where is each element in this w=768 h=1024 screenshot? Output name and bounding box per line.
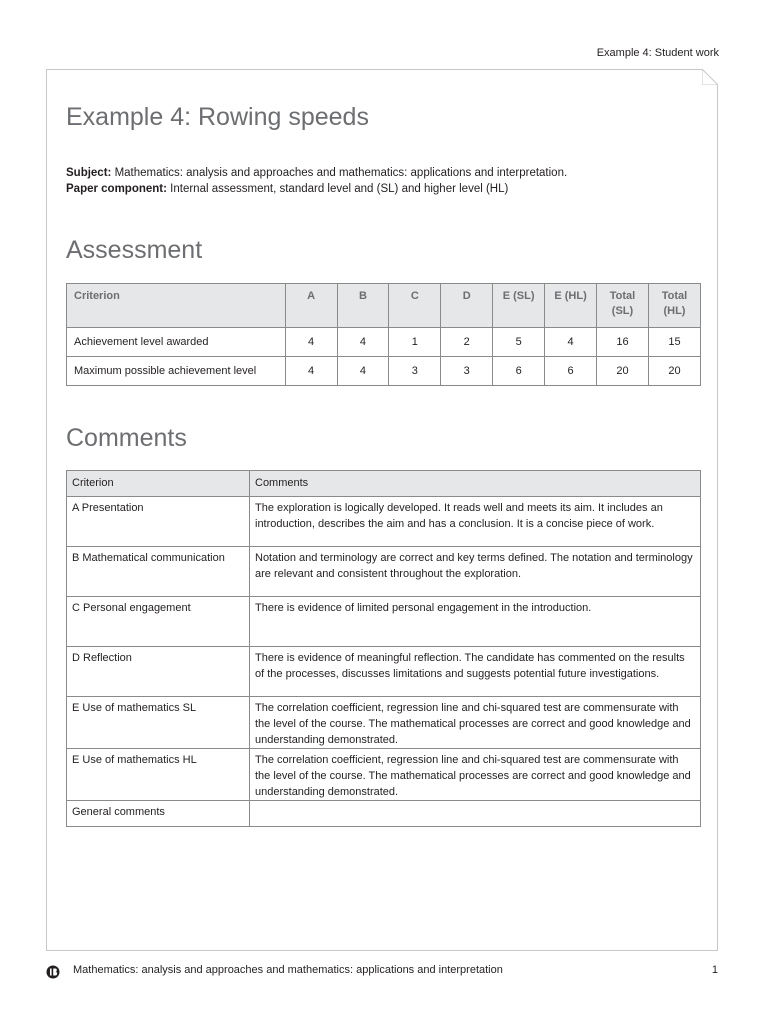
running-head: Example 4: Student work: [596, 47, 719, 59]
page-corner-fold-icon: [702, 69, 718, 85]
table-cell: 3: [389, 357, 441, 386]
table-cell: 6: [545, 357, 597, 386]
assessment-header-cell: A: [285, 284, 337, 328]
table-row: [67, 647, 701, 697]
assessment-table: [66, 283, 701, 386]
comments-header-cell: Comments: [250, 471, 701, 497]
assessment-header-row: [67, 284, 701, 328]
assessment-header-cell: D: [441, 284, 493, 328]
page-frame: [46, 69, 718, 951]
assessment-header-cell: B: [337, 284, 389, 328]
table-cell: 16: [597, 328, 649, 357]
table-cell: Achievement level awarded: [67, 328, 286, 357]
paper-component-value: Internal assessment, standard level and (SL) and higher level (HL): [170, 183, 509, 195]
assessment-header-cell: E (SL): [493, 284, 545, 328]
footer-text: Mathematics: analysis and approaches and mathematics: applications and interpretation: [73, 964, 503, 976]
document-meta: [66, 165, 567, 197]
criterion-cell: E Use of mathematics SL: [67, 697, 250, 749]
table-cell: 2: [441, 328, 493, 357]
assessment-header-cell: Criterion: [67, 284, 286, 328]
comment-cell: The correlation coefficient, regression line and chi-squared test are commensurate with the level of the course. The mathematical processes are correct and good knowledge and understanding demonstrated.: [250, 749, 701, 801]
subject-line: [66, 165, 567, 181]
table-row: [67, 357, 701, 386]
table-cell: 1: [389, 328, 441, 357]
criterion-cell: E Use of mathematics HL: [67, 749, 250, 801]
table-row: [67, 497, 701, 547]
comment-cell: There is evidence of meaningful reflection. The candidate has commented on the results of the processes, discusses limitations and suggests potential future investigations.: [250, 647, 701, 697]
subject-label: Subject:: [66, 167, 112, 179]
table-cell: 5: [493, 328, 545, 357]
comments-header-row: [67, 471, 701, 497]
table-cell: 4: [337, 328, 389, 357]
table-row: [67, 597, 701, 647]
table-cell: 6: [493, 357, 545, 386]
comments-heading: Comments: [66, 424, 187, 452]
table-cell: 3: [441, 357, 493, 386]
table-cell: 4: [285, 357, 337, 386]
table-cell: 20: [648, 357, 700, 386]
assessment-heading: Assessment: [66, 236, 203, 264]
table-cell: 4: [285, 328, 337, 357]
page-footer: [46, 964, 718, 980]
criterion-cell: D Reflection: [67, 647, 250, 697]
table-cell: 20: [597, 357, 649, 386]
table-cell: 4: [337, 357, 389, 386]
table-cell: Maximum possible achievement level: [67, 357, 286, 386]
table-row: [67, 801, 701, 827]
assessment-header-cell: C: [389, 284, 441, 328]
page-number: 1: [711, 964, 718, 976]
assessment-header-cell: Total (HL): [648, 284, 700, 328]
criterion-cell: C Personal engagement: [67, 597, 250, 647]
paper-component-line: [66, 181, 567, 197]
subject-value: Mathematics: analysis and approaches and mathematics: applications and interpretation.: [114, 167, 568, 179]
table-row: [67, 749, 701, 801]
page-title: Example 4: Rowing speeds: [66, 103, 369, 131]
comment-cell: The exploration is logically developed. It reads well and meets its aim. It includes an introduction, describes the aim and has a conclusion. It is a concise piece of work.: [250, 497, 701, 547]
criterion-cell: A Presentation: [67, 497, 250, 547]
table-cell: 4: [545, 328, 597, 357]
table-row: [67, 328, 701, 357]
paper-component-label: Paper component:: [66, 183, 167, 195]
table-row: [67, 547, 701, 597]
ib-logo-icon: [46, 965, 60, 979]
comment-cell: The correlation coefficient, regression line and chi-squared test are commensurate with the level of the course. The mathematical processes are correct and good knowledge and understanding demonstrated.: [250, 697, 701, 749]
table-row: [67, 697, 701, 749]
criterion-cell: B Mathematical communication: [67, 547, 250, 597]
comments-table: [66, 470, 701, 827]
comment-cell: Notation and terminology are correct and key terms defined. The notation and terminology are relevant and consistent throughout the exploration.: [250, 547, 701, 597]
criterion-cell: General comments: [67, 801, 250, 827]
table-cell: 15: [648, 328, 700, 357]
comment-cell: There is evidence of limited personal engagement in the introduction.: [250, 597, 701, 647]
assessment-header-cell: E (HL): [545, 284, 597, 328]
comment-cell: [250, 801, 701, 827]
comments-header-cell: Criterion: [67, 471, 250, 497]
assessment-header-cell: Total (SL): [597, 284, 649, 328]
